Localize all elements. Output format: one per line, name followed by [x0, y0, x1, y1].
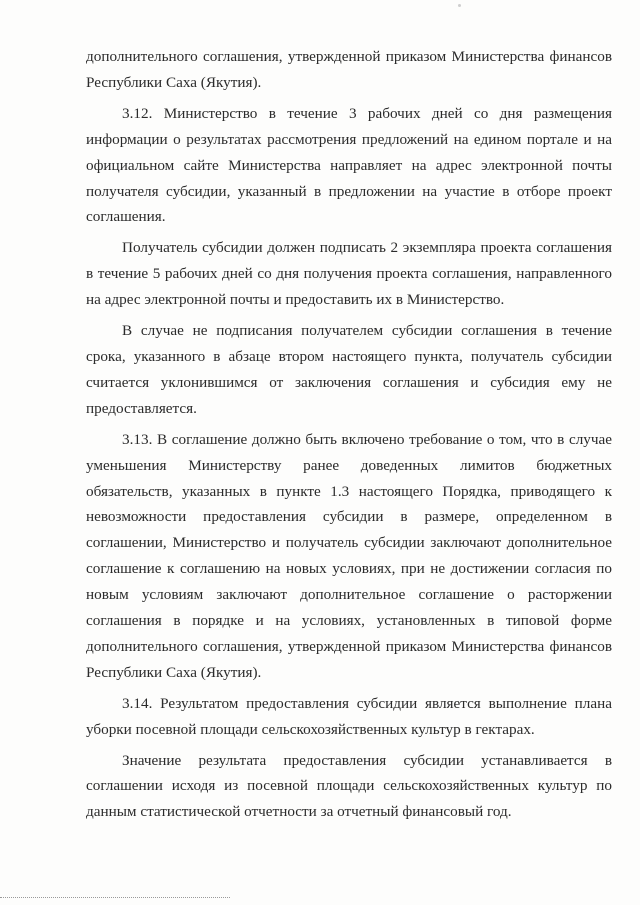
paragraph-continuation: дополнительного соглашения, утвержденной приказом Министерства финансов Республики Саха (Якутия).: [86, 48, 612, 91]
bottom-dotted-rule: [0, 897, 230, 898]
paragraph-signing: Получатель субсидии должен подписать 2 экземпляра проекта соглашения в течение 5 рабочих дней со дня получения проекта соглашения, направленного на адрес электронной почты и предоставить их в Министерство.: [86, 239, 612, 309]
paragraph-3-12: 3.12. Министерство в течение 3 рабочих дней со дня размещения информации о результатах рассмотрения предложений на едином портале и на официальном сайте Министерства направляет на адрес электронной почты получателя субсидии, указанный в предложении на участие в отборе проект соглашения.: [86, 104, 612, 226]
paragraph-non-signing: В случае не подписания получателем субсидии соглашения в течение срока, указанного в абзаце втором настоящего пункта, получатель субсидии считается уклонившимся от заключения соглашения и субсидия ему не предоставляется.: [86, 322, 612, 417]
scan-speck: [458, 4, 461, 7]
paragraph-3-13: 3.13. В соглашение должно быть включено требование о том, что в случае уменьшения Министерству ранее доведенных лимитов бюджетных обязательств, указанных в пункте 1.3 настоящего Порядка, приводящего к невозможности предоставления субсидии в размере, определенном в соглашении, Министерство и получатель субсидии заключают дополнительное соглашение к соглашению на новых условиях, при не достижении согласия по новым условиям заключают дополнительное соглашение о расторжении соглашения в порядке и на условиях, установленных в типовой форме дополнительного соглашения, утвержденной приказом Министерства финансов Республики Саха (Якутия).: [86, 430, 612, 681]
paragraph-3-14: 3.14. Результатом предоставления субсидии является выполнение плана уборки посевной площади сельскохозяйственных культур в гектарах.: [86, 694, 612, 738]
paragraph-result-value: Значение результата предоставления субсидии устанавливается в соглашении исходя из посевной площади сельскохозяйственных культур по данным статистической отчетности за отчетный финансовый год.: [86, 751, 612, 821]
document-body: [86, 44, 612, 830]
